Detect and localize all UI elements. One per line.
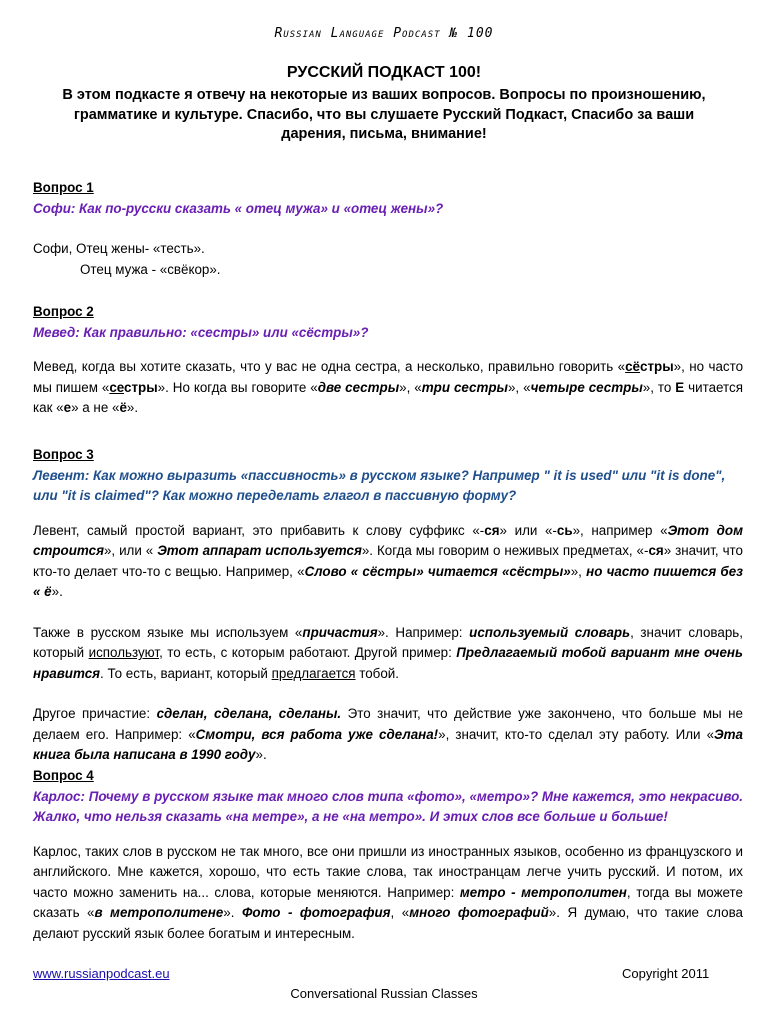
question-1-section — [33, 178, 743, 280]
answer-1-line-2: Отец мужа - «свёкор». — [80, 261, 221, 277]
answer-3-paragraph-3: Другое причастие: сделан, сделана, сделаны. Это значит, что действие уже закончено, что больше мы не делаем его. Например: «Смотри, вся работа уже сделана!», значит, кто-то сделал эту работу. Или «Эта книга была написана в 1990 году». — [33, 706, 743, 762]
answer-4-paragraph: Карлос, таких слов в русском не так много, все они пришли из иностранных языков, особенно из французского и английского. Мне кажется, хорошо, что есть такие слова, так иностранцам легче учить русский. И потом, их часто можно заменить на... слова, которые меняются. Например: метро - метрополитен, тогда вы можете сказать «в метрополитене». Фото - фотография, «много фотографий». Я думаю, что такие слова делают русский язык более богатым и интересным. — [33, 843, 743, 941]
podcast-banner: Russian Language Podcast № 100 — [274, 26, 494, 41]
question-4-heading: Вопрос 4 — [33, 768, 94, 783]
page-title: РУССКИЙ ПОДКАСТ 100! — [286, 64, 482, 81]
question-4-text: Карлос: Почему в русском языке так много слов типа «фото», «метро»? Мне кажется, это некрасиво. Жалко, что нельзя сказать «на метре», а не «на метро». И этих слов все больше и больше! — [33, 788, 743, 824]
answer-3-paragraph-2: Также в русском языке мы используем «причастия». Например: используемый словарь, значит словарь, который используют, то есть, с которым работают. Другой пример: Предлагаемый тобой вариант мне очень нравится. То есть, вариант, который предлагается тобой. — [33, 624, 743, 681]
copyright-text: Copyright 2011 — [622, 966, 710, 981]
website-link[interactable]: www.russianpodcast.eu — [33, 966, 170, 981]
question-2-text: Мевед: Как правильно: «сестры» или «сёстры»? — [33, 324, 369, 340]
question-3-text: Левент: Как можно выразить «пассивность» в русском языке? Например " it is used" или "it is done", или "it is claimed"? Как можно переделать глагол в пассивную форму? — [33, 467, 726, 503]
question-1-text: Софи: Как по-русски сказать « отец мужа» и «отец жены»? — [33, 200, 444, 216]
answer-2-paragraph: Мевед, когда вы хотите сказать, что у вас не одна сестра, а несколько, правильно говорить «сёстры», но часто мы пишем «сестры». Но когда вы говорите «две сестры», «три сестры», «четыре сестры», то Е читается как «е» а не «ё». — [33, 359, 744, 415]
question-4-section — [33, 766, 743, 944]
answer-3-paragraph-1: Левент, самый простой вариант, это прибавить к слову суффикс «-ся» или «-сь», например «Этот дом строится», или « Этот аппарат используется». Когда мы говорим о неживых предметах, «-ся» значит, что кто-то делает что-то с вещью. Например, «Слово « сёстры» читается «сёстры»», но часто пишется без « ё». — [33, 522, 743, 599]
footer-subtitle: Conversational Russian Classes — [290, 986, 478, 1001]
question-3-section — [33, 445, 743, 766]
question-1-heading: Вопрос 1 — [33, 180, 94, 195]
answer-1-line-1: Софи, Отец жены- «тесть». — [33, 241, 205, 256]
question-2-section — [33, 302, 743, 419]
question-3-heading: Вопрос 3 — [33, 447, 94, 462]
intro-paragraph: В этом подкасте я отвечу на некоторые из ваших вопросов. Вопросы по произношению, грамматике и культуре. Спасибо, что вы слушаете Русский Подкаст, Спасибо за ваши дарения, письма, внимание! — [62, 87, 706, 142]
question-2-heading: Вопрос 2 — [33, 304, 94, 319]
